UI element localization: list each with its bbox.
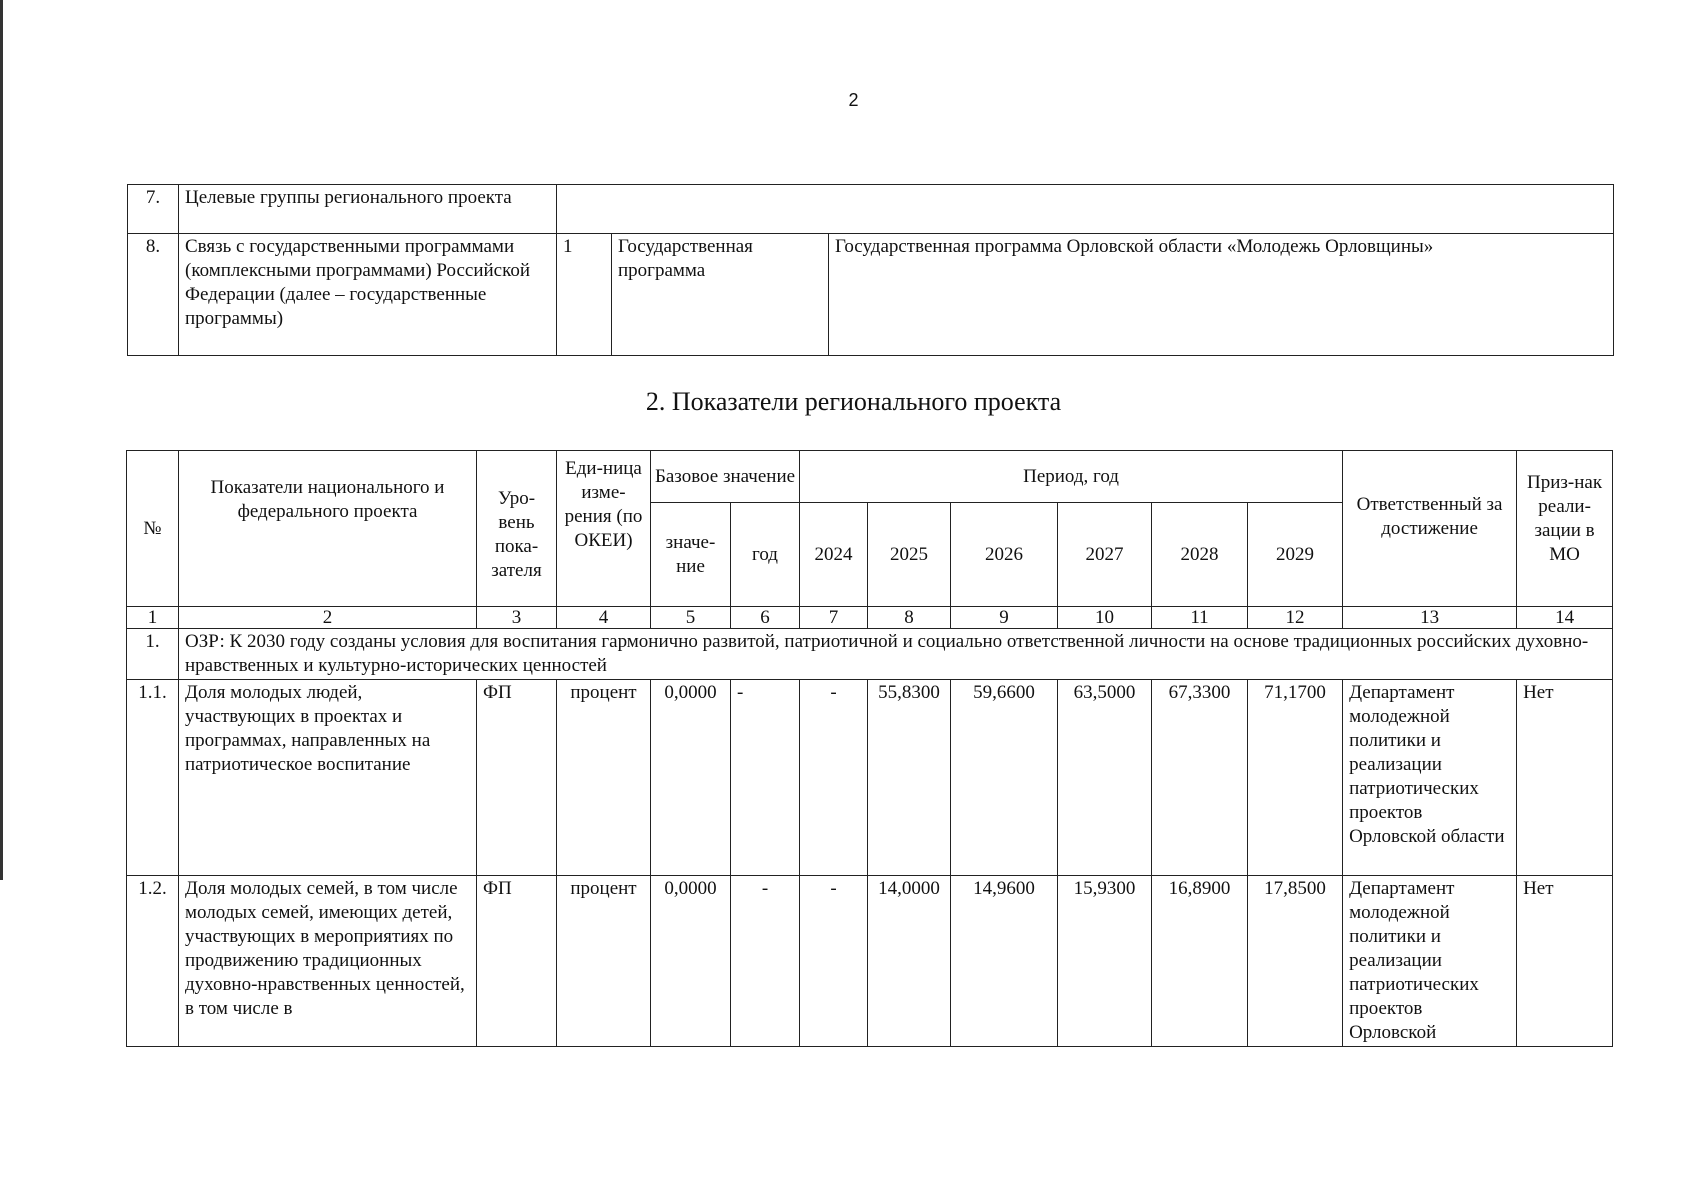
goal-text: ОЗР: К 2030 году созданы условия для воспитания гармонично развитой, патриотичной и социально ответственной личности на основе традиционных российских духовно-нравственных и культурно-исторических ценностей bbox=[179, 629, 1613, 680]
program-sub-number: 1 bbox=[557, 234, 612, 356]
value-2024: - bbox=[800, 876, 868, 1047]
project-info-table bbox=[127, 184, 1614, 356]
column-number: 8 bbox=[868, 607, 951, 629]
col-header-base-year: год bbox=[731, 503, 800, 607]
header-row bbox=[127, 451, 1613, 503]
col-header-unit: Еди-ница изме-рения (по ОКЕИ) bbox=[557, 451, 651, 607]
row-value-empty bbox=[557, 185, 1614, 234]
indicator-name: Доля молодых семей, в том числе молодых семей, имеющих детей, участвующих в мероприятиях по продвижению традиционных духовно-нравственных ценностей, в том числе в bbox=[179, 876, 477, 1047]
col-header-level: Уро-вень пока-зателя bbox=[477, 451, 557, 607]
indicators-table bbox=[126, 450, 1613, 1047]
col-header-year: 2024 bbox=[800, 503, 868, 607]
goal-row bbox=[127, 629, 1613, 680]
indicator-unit: процент bbox=[557, 876, 651, 1047]
row-number: 7. bbox=[128, 185, 179, 234]
mo-flag: Нет bbox=[1517, 680, 1613, 876]
indicator-level: ФП bbox=[477, 876, 557, 1047]
col-header-year: 2029 bbox=[1248, 503, 1343, 607]
column-number: 1 bbox=[127, 607, 179, 629]
column-number: 2 bbox=[179, 607, 477, 629]
table-row bbox=[128, 185, 1614, 234]
base-year: - bbox=[731, 876, 800, 1047]
base-year: - bbox=[731, 680, 800, 876]
col-header-indicator: Показатели национального и федерального проекта bbox=[179, 451, 477, 607]
row-label: Связь с государственными программами (комплексными программами) Российской Федерации (далее – государственные программы) bbox=[179, 234, 557, 356]
column-number: 10 bbox=[1058, 607, 1152, 629]
value-2029: 71,1700 bbox=[1248, 680, 1343, 876]
indicator-row bbox=[127, 680, 1613, 876]
value-2024: - bbox=[800, 680, 868, 876]
column-number: 9 bbox=[951, 607, 1058, 629]
col-header-responsible: Ответственный за достижение bbox=[1343, 451, 1517, 607]
column-number: 4 bbox=[557, 607, 651, 629]
column-number: 13 bbox=[1343, 607, 1517, 629]
value-2029: 17,8500 bbox=[1248, 876, 1343, 1047]
col-header-year: 2028 bbox=[1152, 503, 1248, 607]
value-2027: 15,9300 bbox=[1058, 876, 1152, 1047]
value-2028: 16,8900 bbox=[1152, 876, 1248, 1047]
col-header-base: Базовое значение bbox=[651, 451, 800, 503]
column-number: 12 bbox=[1248, 607, 1343, 629]
col-header-year: 2025 bbox=[868, 503, 951, 607]
indicator-row bbox=[127, 876, 1613, 1047]
column-number: 6 bbox=[731, 607, 800, 629]
responsible: Департамент молодежной политики и реализации патриотических проектов Орловской bbox=[1343, 876, 1517, 1047]
base-value: 0,0000 bbox=[651, 680, 731, 876]
row-label: Целевые группы регионального проекта bbox=[179, 185, 557, 234]
value-2026: 14,9600 bbox=[951, 876, 1058, 1047]
value-2027: 63,5000 bbox=[1058, 680, 1152, 876]
indicator-number: 1.1. bbox=[127, 680, 179, 876]
col-header-base-value: значе-ние bbox=[651, 503, 731, 607]
value-2028: 67,3300 bbox=[1152, 680, 1248, 876]
column-number-row bbox=[127, 607, 1613, 629]
indicator-number: 1.2. bbox=[127, 876, 179, 1047]
col-header-num: № bbox=[127, 451, 179, 607]
program-type: Государственная программа bbox=[612, 234, 829, 356]
scan-edge-line bbox=[0, 0, 3, 880]
col-header-year: 2027 bbox=[1058, 503, 1152, 607]
row-number: 8. bbox=[128, 234, 179, 356]
column-number: 7 bbox=[800, 607, 868, 629]
section-title: 2. Показатели регионального проекта bbox=[645, 387, 1062, 416]
page-number: 2 bbox=[848, 90, 859, 110]
value-2025: 55,8300 bbox=[868, 680, 951, 876]
col-header-mo: Приз-нак реали-зации в МО bbox=[1517, 451, 1613, 607]
value-2026: 59,6600 bbox=[951, 680, 1058, 876]
col-header-year: 2026 bbox=[951, 503, 1058, 607]
program-name: Государственная программа Орловской области «Молодежь Орловщины» bbox=[829, 234, 1614, 356]
column-number: 11 bbox=[1152, 607, 1248, 629]
column-number: 3 bbox=[477, 607, 557, 629]
column-number: 5 bbox=[651, 607, 731, 629]
indicator-name: Доля молодых людей, участвующих в проектах и программах, направленных на патриотическое воспитание bbox=[179, 680, 477, 876]
table-row bbox=[128, 234, 1614, 356]
col-header-period: Период, год bbox=[800, 451, 1343, 503]
mo-flag: Нет bbox=[1517, 876, 1613, 1047]
value-2025: 14,0000 bbox=[868, 876, 951, 1047]
goal-number: 1. bbox=[127, 629, 179, 680]
column-number: 14 bbox=[1517, 607, 1613, 629]
responsible: Департамент молодежной политики и реализации патриотических проектов Орловской области bbox=[1343, 680, 1517, 876]
indicator-level: ФП bbox=[477, 680, 557, 876]
base-value: 0,0000 bbox=[651, 876, 731, 1047]
indicator-unit: процент bbox=[557, 680, 651, 876]
